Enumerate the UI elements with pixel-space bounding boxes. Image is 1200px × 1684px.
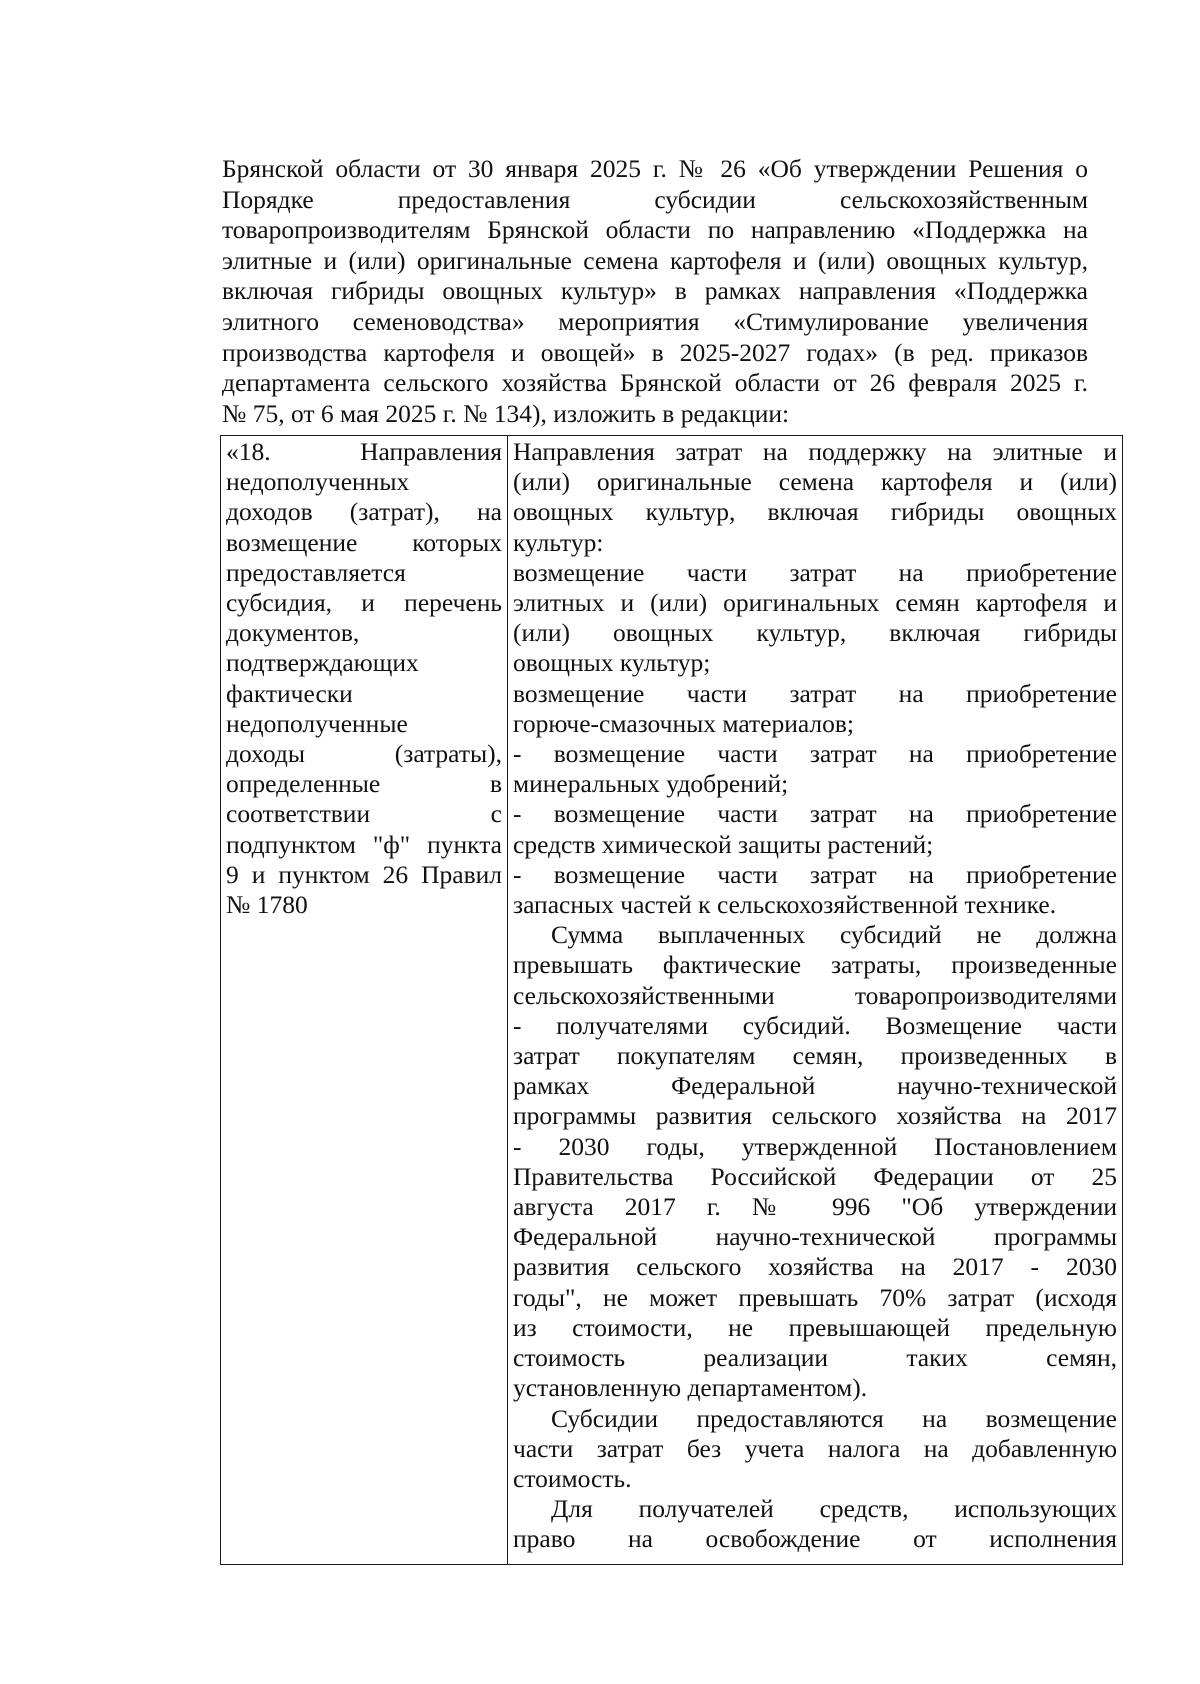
left-line: недополученные (226, 708, 408, 738)
right-line: - возмещение части затрат на приобретение (513, 799, 1117, 829)
intro-line: включая гибриды овощных культур» в рамках направления «Поддержка (222, 276, 1088, 306)
left-line: возмещение которых (226, 527, 502, 557)
left-line: недополученных (226, 467, 410, 497)
right-line: Для получателей средств, использующих (551, 1494, 1117, 1524)
table-row (221, 436, 1123, 1565)
right-line: запасных частей к сельскохозяйственной технике. (513, 890, 1057, 920)
right-line: горюче-смазочных материалов; (513, 708, 855, 738)
left-line: доходы (затраты), (226, 739, 502, 769)
intro-line: производства картофеля и овощей» в 2025-2027 годах» (в ред. приказов (222, 337, 1088, 367)
right-line: элитных и (или) оригинальных семян картофеля и (513, 588, 1117, 618)
right-line: Федеральной научно-технической программы (513, 1222, 1117, 1252)
intro-line: Порядке предоставления субсидии сельскохозяйственным (222, 184, 1088, 214)
intro-line: товаропроизводителям Брянской области по направлению «Поддержка на (222, 215, 1088, 245)
right-cell (508, 436, 1123, 1565)
amendment-table (220, 435, 1123, 1565)
right-line: программы развития сельского хозяйства на 2017 (513, 1101, 1117, 1131)
right-line: стоимость реализации таких семян, (513, 1343, 1117, 1373)
right-line: сельскохозяйственными товаропроизводителями (513, 980, 1117, 1010)
right-line: средств химической защиты растений; (513, 829, 934, 859)
right-line: возмещение части затрат на приобретение (513, 557, 1117, 587)
intro-paragraph (222, 154, 1088, 429)
right-line: - 2030 годы, утвержденной Постановлением (513, 1131, 1117, 1161)
left-line: субсидия, и перечень (226, 588, 502, 618)
right-line: установленную департаментом). (513, 1373, 868, 1403)
left-cell (221, 436, 508, 1565)
intro-line: элитные и (или) оригинальные семена картофеля и (или) овощных культур, (222, 245, 1088, 275)
right-line: превышать фактические затраты, произведенные (513, 950, 1117, 980)
left-line: «18. Направления (226, 437, 502, 466)
right-line: овощных культур; (513, 648, 711, 678)
right-line: минеральных удобрений; (513, 769, 789, 799)
left-line: 9 и пунктом 26 Правил (226, 859, 502, 889)
right-cell-text (513, 437, 1117, 1555)
right-line: рамках Федеральной научно-технической (513, 1071, 1117, 1101)
left-line: определенные в (226, 769, 502, 799)
right-line: овощных культур, включая гибриды овощных (513, 497, 1117, 527)
right-line: (или) овощных культур, включая гибриды (513, 618, 1117, 648)
left-line: фактически (226, 678, 353, 708)
intro-line: Брянской области от 30 января 2025 г. № 26 «Об утверждении Решения о (222, 154, 1088, 183)
right-line: Правительства Российской Федерации от 25 (513, 1161, 1117, 1191)
intro-line: элитного семеноводства» мероприятия «Стимулирование увеличения (222, 306, 1088, 336)
left-line: предоставляется (226, 557, 406, 587)
right-line: - возмещение части затрат на приобретение (513, 859, 1117, 889)
left-line: доходов (затрат), на (226, 497, 502, 527)
right-line: развития сельского хозяйства на 2017 - 2030 (513, 1252, 1117, 1282)
intro-line: департамента сельского хозяйства Брянской области от 26 февраля 2025 г. (222, 368, 1088, 398)
left-line: № 1780 (226, 890, 308, 920)
right-line: право на освобождение от исполнения (513, 1524, 1117, 1554)
right-line: части затрат без учета налога на добавленную (513, 1433, 1117, 1463)
right-line: Направления затрат на поддержку на элитные и (513, 437, 1117, 466)
left-line: соответствии с (226, 799, 502, 829)
right-line: годы", не может превышать 70% затрат (исходя (513, 1282, 1117, 1312)
right-line: августа 2017 г. № 996 "Об утверждении (513, 1192, 1117, 1222)
right-line: затрат покупателям семян, произведенных в (513, 1041, 1117, 1071)
right-line: Субсидии предоставляются на возмещение (551, 1403, 1117, 1433)
right-line: - получателями субсидий. Возмещение части (513, 1010, 1117, 1040)
left-line: документов, (226, 618, 360, 648)
right-line: стоимость. (513, 1463, 632, 1493)
right-line: - возмещение части затрат на приобретение (513, 739, 1117, 769)
right-line: Сумма выплаченных субсидий не должна (551, 920, 1117, 950)
left-line: подпунктом "ф" пункта (226, 829, 502, 859)
right-line: культур: (513, 527, 604, 557)
right-line: из стоимости, не превышающей предельную (513, 1312, 1117, 1342)
right-line: возмещение части затрат на приобретение (513, 678, 1117, 708)
right-line: (или) оригинальные семена картофеля и (или) (513, 467, 1117, 497)
left-cell-text (226, 437, 502, 920)
intro-line: № 75, от 6 мая 2025 г. № 134), изложить в редакции: (222, 398, 790, 428)
left-line: подтверждающих (226, 648, 419, 678)
